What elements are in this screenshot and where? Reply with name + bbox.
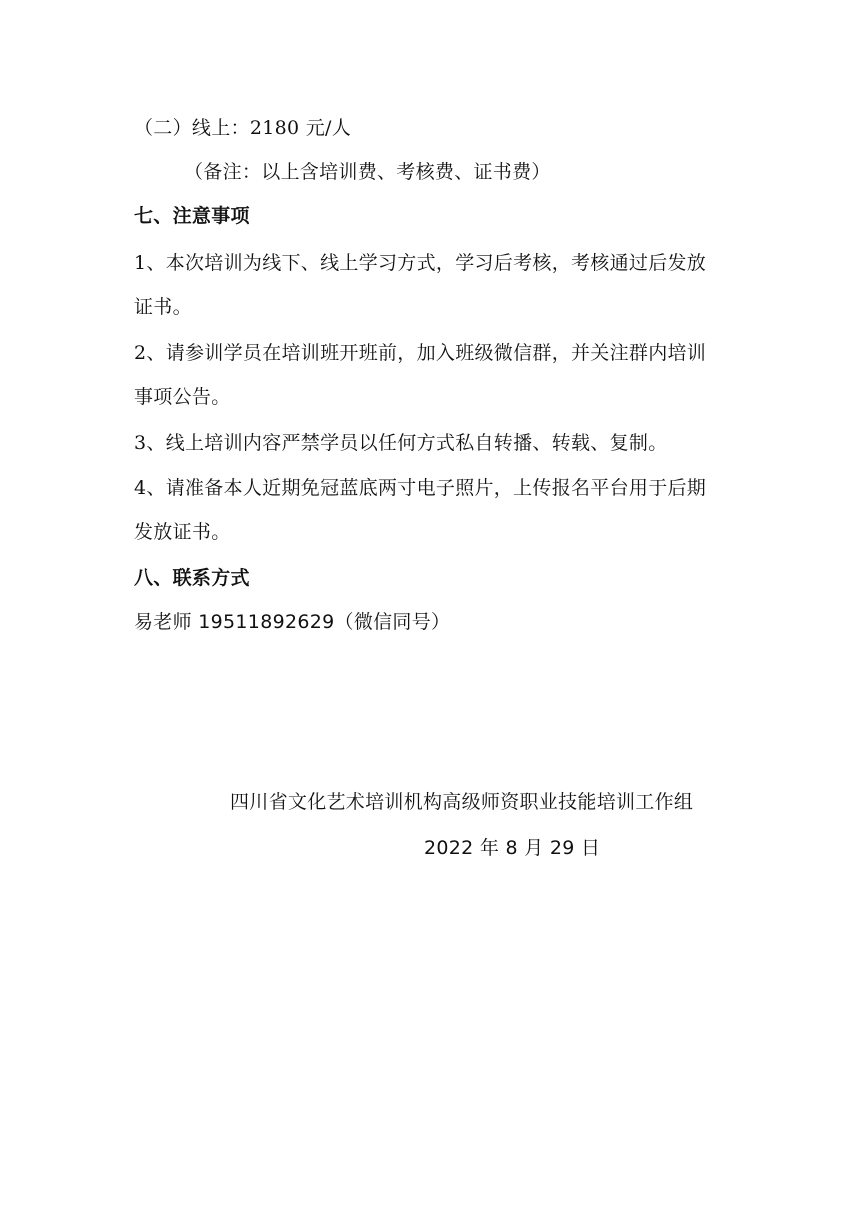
- fee-online-line: [134, 116, 351, 140]
- signature-date: 2022 年 8 月 29 日: [424, 837, 601, 859]
- notices-heading: 七、注意事项: [134, 205, 250, 227]
- contact-name: 易老师: [134, 611, 192, 633]
- notice-item-1-line-1: 1、本次培训为线下、线上学习方式，学习后考核，考核通过后发放: [134, 252, 707, 274]
- fee-note: （备注：以上含培训费、考核费、证书费）: [184, 161, 551, 183]
- notice-item-4-line-1: 4、请准备本人近期免冠蓝底两寸电子照片，上传报名平台用于后期: [134, 477, 707, 499]
- signature-organization: 四川省文化艺术培训机构高级师资职业技能培训工作组: [230, 791, 694, 813]
- fee-online-label: （二）线上：: [134, 117, 250, 139]
- notice-item-2-line-1: 2、请参训学员在培训班开班前，加入班级微信群，并关注群内培训: [134, 342, 707, 364]
- notice-item-2-line-2: 事项公告。: [134, 386, 231, 408]
- contact-line: [134, 610, 450, 634]
- notice-item-1-line-2: 证书。: [134, 296, 192, 318]
- contact-heading: 八、联系方式: [134, 567, 250, 589]
- contact-phone: 19511892629: [198, 611, 335, 633]
- contact-wechat-note: （微信同号）: [334, 611, 451, 633]
- fee-online-price: 2180 元/人: [249, 117, 352, 139]
- notice-item-3: 3、线上培训内容严禁学员以任何方式私自转播、转载、复制。: [134, 432, 668, 454]
- notice-item-4-line-2: 发放证书。: [134, 521, 231, 543]
